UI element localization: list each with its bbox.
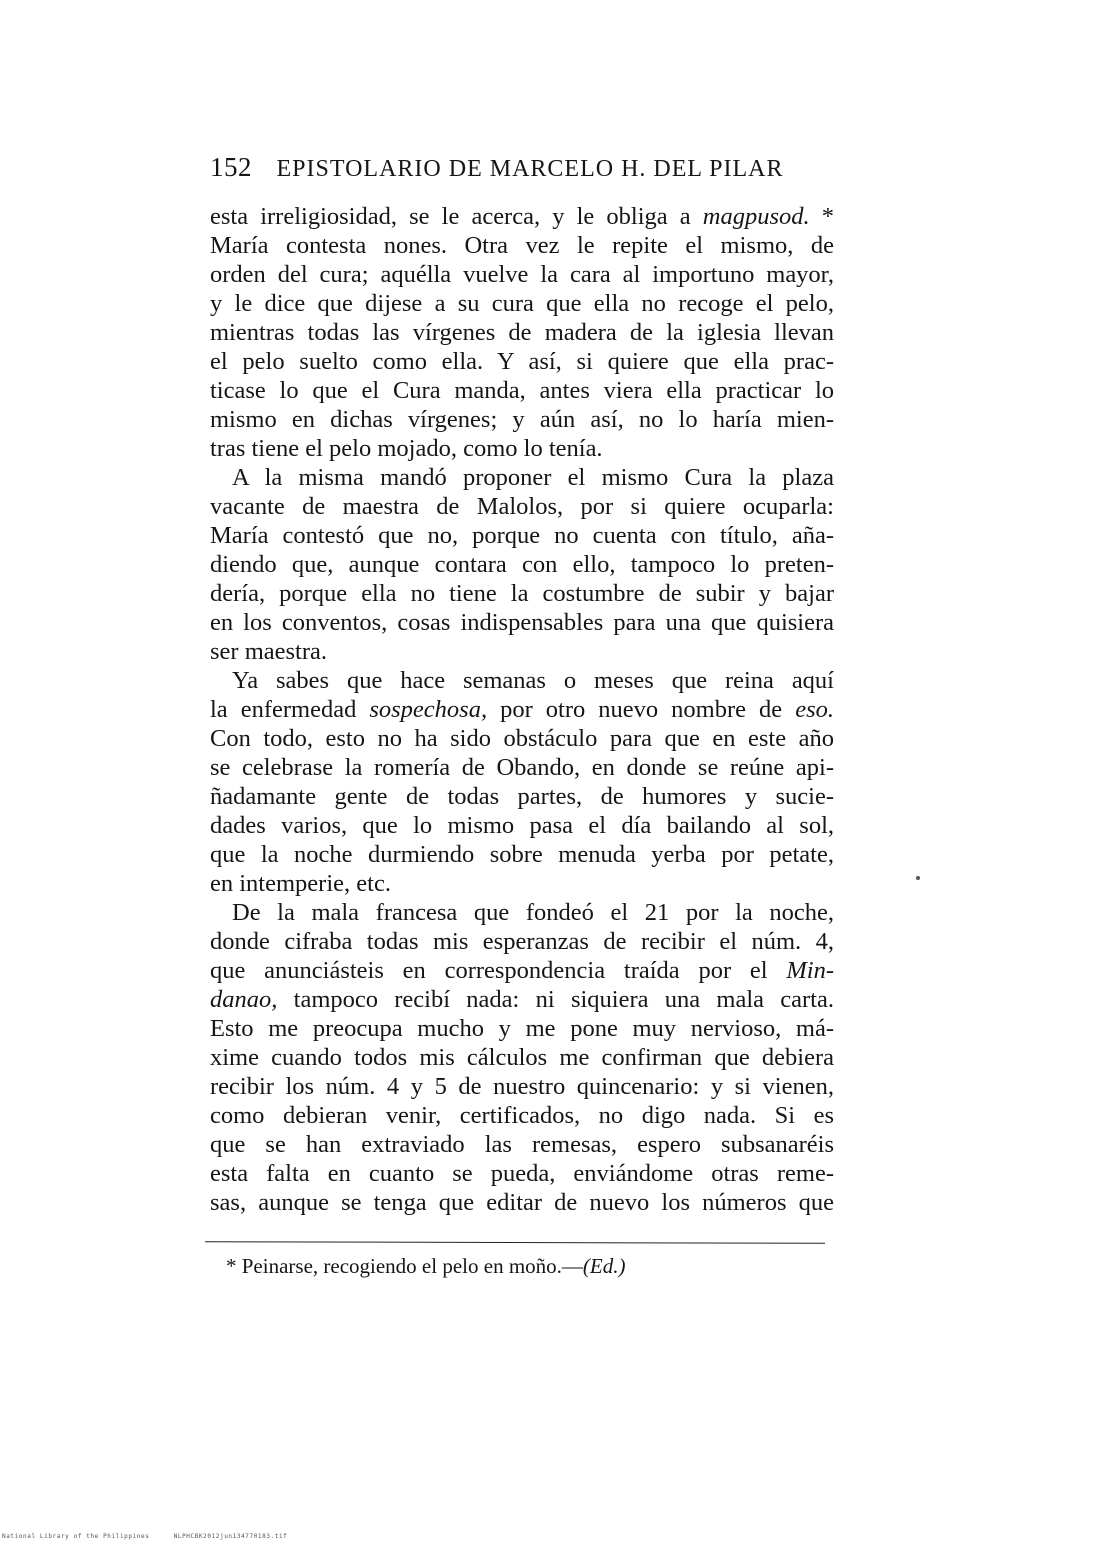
text-line — [210, 869, 834, 898]
footnote-text: Peinarse, recogiendo el pelo en moño.— — [241, 1254, 583, 1278]
text-run: Con todo, esto no ha sido obstáculo para que en este año — [210, 725, 834, 752]
text-line — [210, 666, 834, 695]
scan-label — [2, 1533, 287, 1540]
text-line — [210, 927, 834, 956]
text-run: ticase lo que el Cura manda, antes viera ella practicar lo — [210, 377, 834, 404]
text-line — [210, 434, 834, 463]
text-line — [210, 463, 834, 492]
text-line — [210, 724, 834, 753]
text-line — [210, 289, 834, 318]
italic-text: magpusod. — [702, 203, 810, 230]
text-line — [210, 376, 834, 405]
scan-library: National Library of the Philippines — [2, 1533, 150, 1540]
text-line — [210, 405, 834, 434]
text-run: sas, aunque se tenga que editar de nuevo los números que — [210, 1189, 834, 1216]
text-line — [210, 811, 834, 840]
text-run: diendo que, aunque contara con ello, tampoco lo preten- — [210, 551, 834, 578]
text-run: esta falta en cuanto se pueda, enviándome otras reme- — [210, 1160, 834, 1187]
text-run: mismo en dichas vírgenes; y aún así, no lo haría mien- — [210, 406, 834, 433]
text-line — [210, 1159, 834, 1188]
text-run: que se han extraviado las remesas, espero subsanaréis — [210, 1131, 834, 1158]
text-run: en los conventos, cosas indispensables para una que quisiera — [210, 609, 834, 636]
italic-text: danao, — [210, 986, 278, 1013]
page-number: 152 — [210, 152, 252, 182]
text-line — [210, 1101, 834, 1130]
text-run: tampoco recibí nada: ni siquiera una mala carta. — [277, 986, 834, 1013]
text-run: se celebrase la romería de Obando, en donde se reúne api- — [210, 754, 834, 781]
text-line — [210, 347, 834, 376]
text-line — [210, 260, 834, 289]
paragraph — [210, 463, 834, 666]
text-run: en intemperie, etc. — [210, 870, 391, 897]
text-run: Esto me preocupa mucho y me pone muy nervioso, má- — [210, 1015, 834, 1042]
text-run: mientras todas las vírgenes de madera de la iglesia llevan — [210, 319, 834, 346]
text-line — [210, 231, 834, 260]
text-line — [210, 492, 834, 521]
text-line — [210, 550, 834, 579]
text-run: xime cuando todos mis cálculos me confirman que debiera — [210, 1044, 834, 1071]
text-line — [210, 1188, 834, 1217]
text-run: como debieran venir, certificados, no digo nada. Si es — [210, 1102, 834, 1129]
text-line — [210, 1130, 834, 1159]
text-run: tras tiene el pelo mojado, como lo tenía. — [210, 435, 603, 462]
paragraph — [210, 202, 834, 463]
text-line — [210, 956, 834, 985]
text-run: dería, porque ella no tiene la costumbre de subir y bajar — [210, 580, 834, 607]
text-run: * — [809, 203, 834, 230]
text-run: dades varios, que lo mismo pasa el día bailando al sol, — [210, 812, 834, 839]
text-run: Ya sabes que hace semanas o meses que reina aquí — [232, 667, 834, 694]
running-header — [210, 152, 830, 183]
text-run: vacante de maestra de Malolos, por si quiere ocuparla: — [210, 493, 834, 520]
text-line — [210, 608, 834, 637]
text-line — [210, 695, 834, 724]
footnote-divider — [205, 1241, 825, 1244]
text-line — [210, 840, 834, 869]
text-line — [210, 579, 834, 608]
text-run: el pelo suelto como ella. Y así, si quiere que ella prac- — [210, 348, 834, 375]
italic-text: Min- — [786, 957, 834, 984]
footnote-editor-mark: (Ed.) — [582, 1254, 626, 1278]
text-line — [210, 637, 834, 666]
text-line — [210, 202, 834, 231]
scan-speck — [916, 876, 920, 880]
footnote — [226, 1254, 625, 1279]
text-run: ser maestra. — [210, 638, 327, 665]
paragraph — [210, 898, 834, 1217]
text-run: que anunciásteis en correspondencia traída por el — [210, 957, 787, 984]
text-run: De la mala francesa que fondeó el 21 por la noche, — [232, 899, 834, 926]
text-line — [210, 782, 834, 811]
text-line — [210, 1043, 834, 1072]
text-line — [210, 898, 834, 927]
footnote-marker: * — [226, 1254, 237, 1278]
text-line — [210, 521, 834, 550]
text-line — [210, 1014, 834, 1043]
text-run: y le dice que dijese a su cura que ella no recoge el pelo, — [210, 290, 834, 317]
scan-file-id: NLPHCBK2012jun134770183.tif — [173, 1533, 288, 1540]
text-run: A la misma mandó proponer el mismo Cura la plaza — [232, 464, 834, 491]
text-line — [210, 1072, 834, 1101]
italic-text: eso. — [795, 696, 834, 723]
text-run: María contestó que no, porque no cuenta con título, aña- — [210, 522, 834, 549]
text-run: la enfermedad — [210, 696, 370, 723]
text-run: recibir los núm. 4 y 5 de nuestro quincenario: y si vienen, — [210, 1073, 834, 1100]
running-title: EPISTOLARIO DE MARCELO H. DEL PILAR — [276, 156, 784, 182]
text-line — [210, 318, 834, 347]
italic-text: sospechosa, — [369, 696, 488, 723]
text-run: donde cifraba todas mis esperanzas de recibir el núm. 4, — [210, 928, 834, 955]
text-run: esta irreligiosidad, se le acerca, y le obliga a — [210, 203, 703, 230]
paragraph — [210, 666, 834, 898]
text-line — [210, 985, 834, 1014]
text-run: que la noche durmiendo sobre menuda yerba por petate, — [210, 841, 834, 868]
text-run: orden del cura; aquélla vuelve la cara al importuno mayor, — [210, 261, 834, 288]
body-text — [210, 202, 834, 1217]
text-line — [210, 753, 834, 782]
text-run: ñadamante gente de todas partes, de humores y sucie- — [210, 783, 834, 810]
text-run: por otro nuevo nombre de — [487, 696, 796, 723]
text-run: María contesta nones. Otra vez le repite el mismo, de — [210, 232, 834, 259]
